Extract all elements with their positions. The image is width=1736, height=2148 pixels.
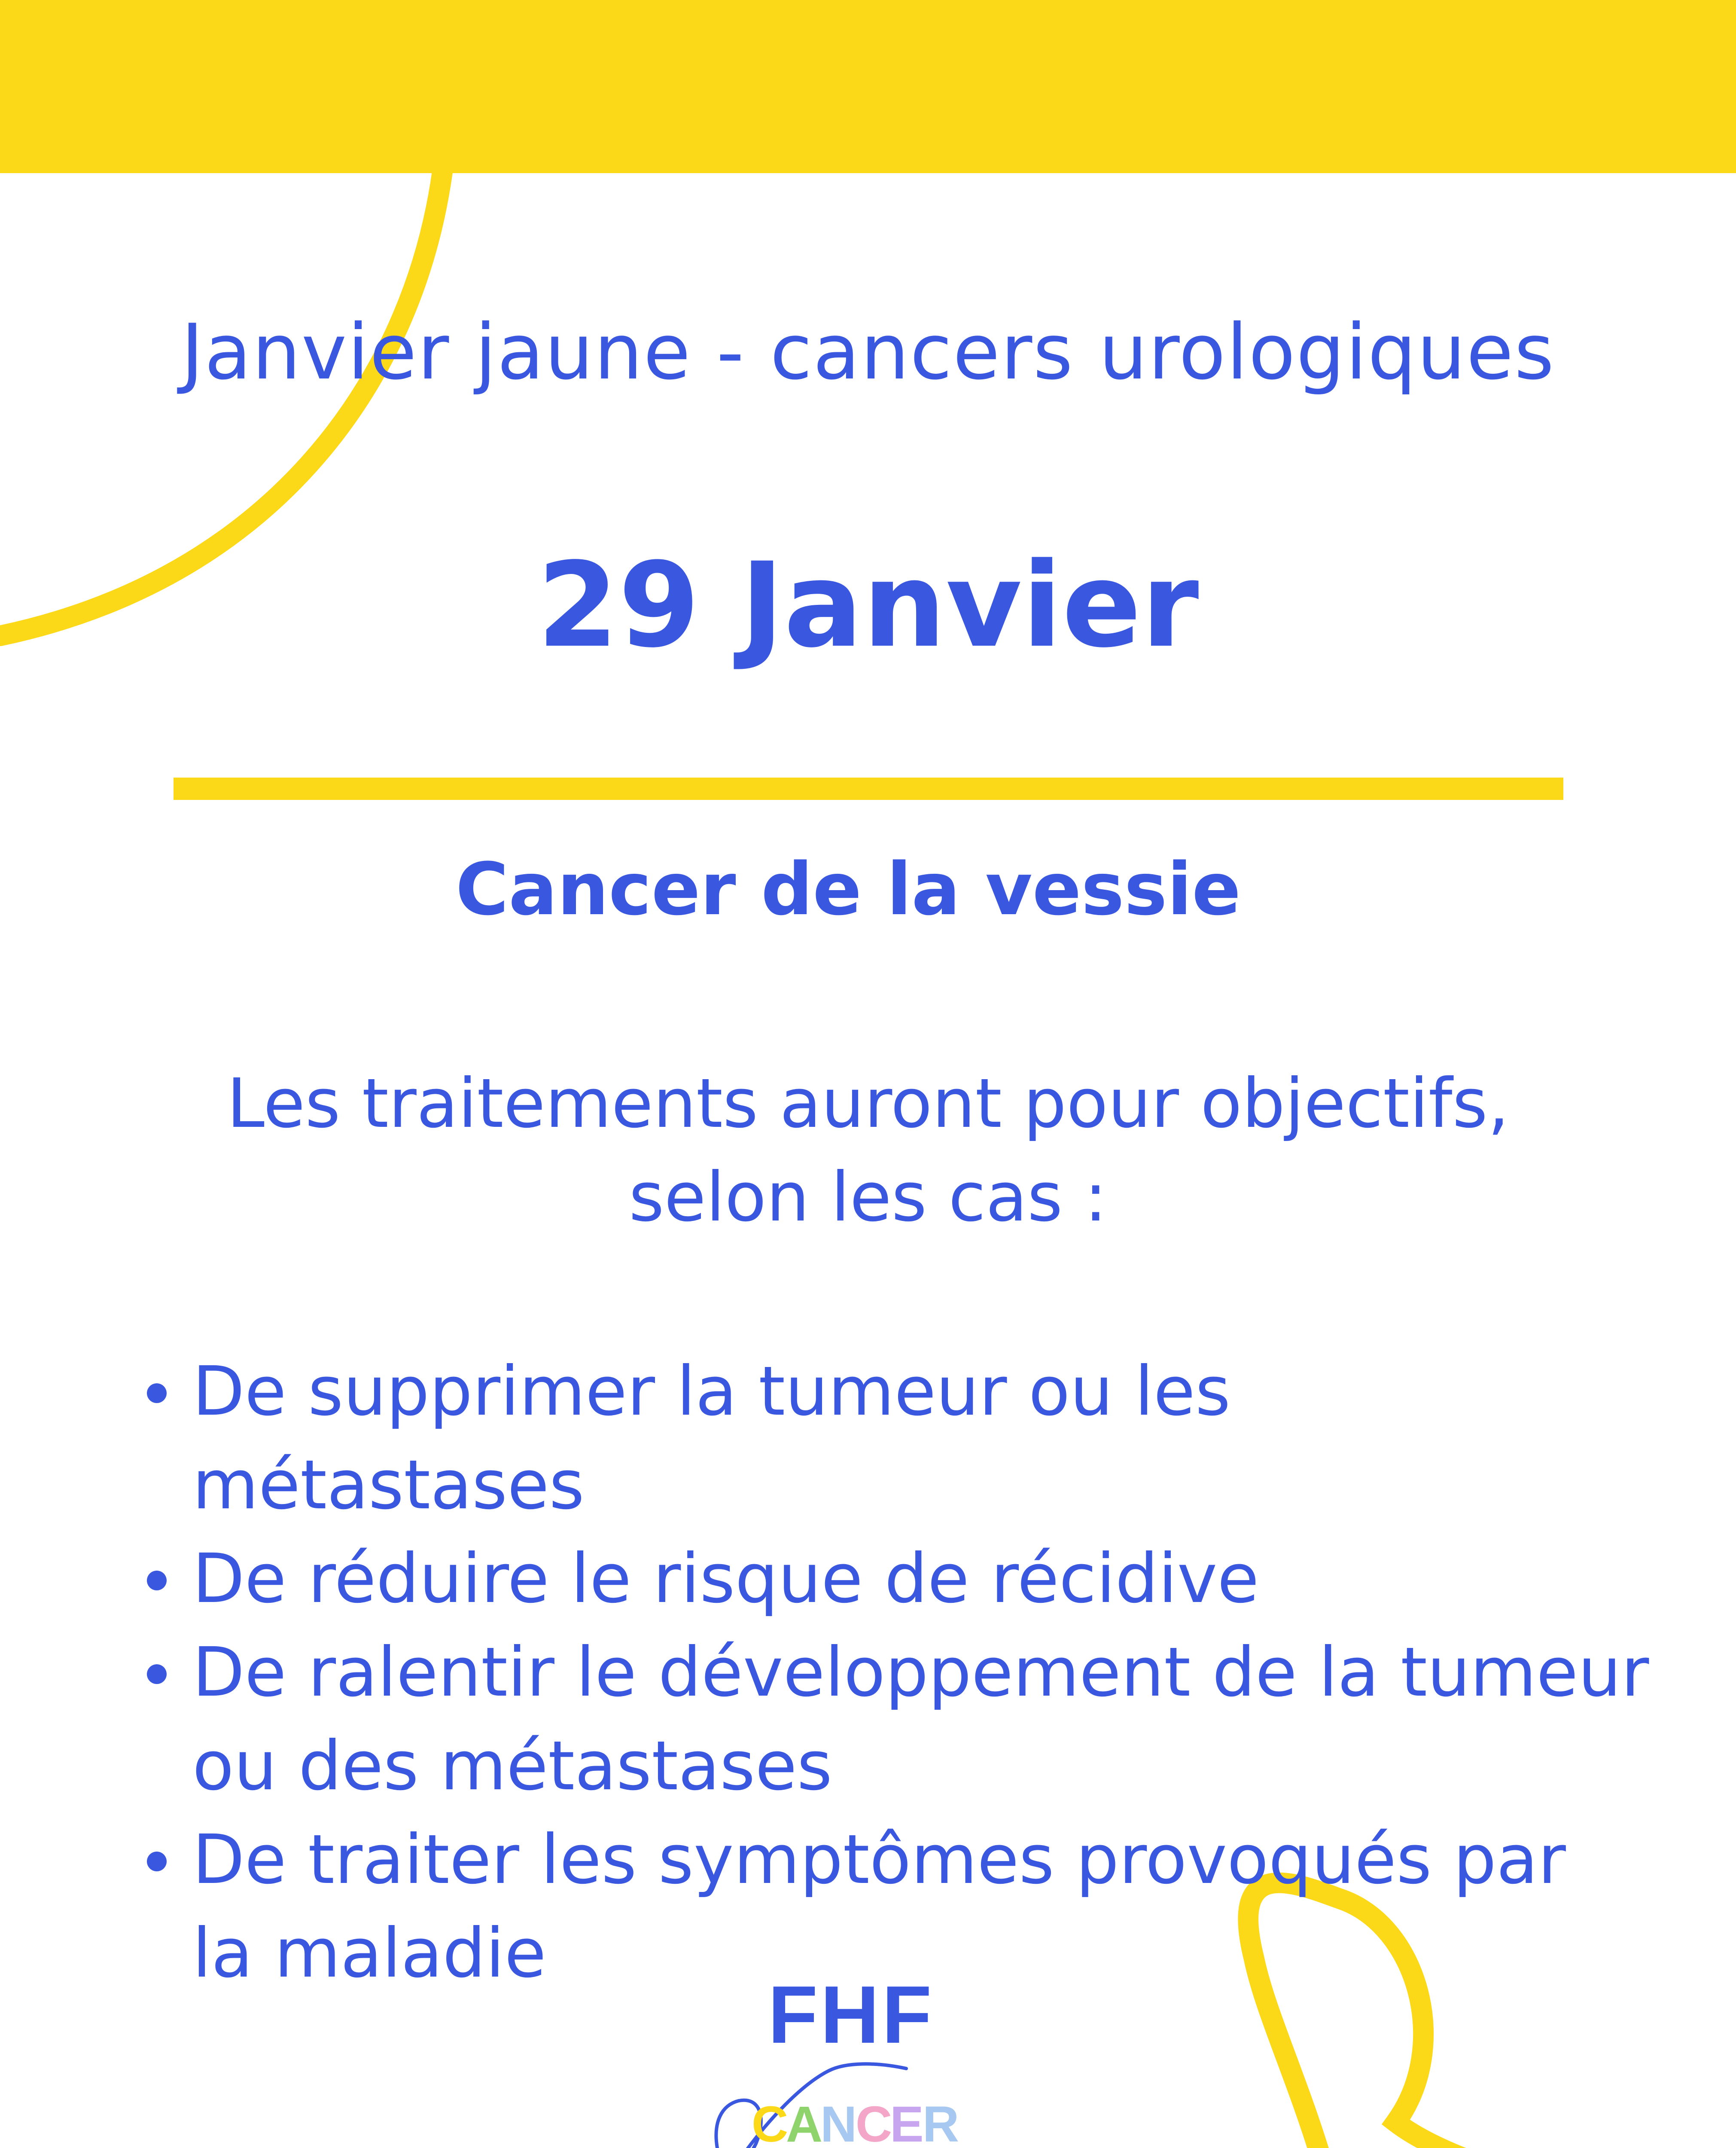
bullet-dot-icon: [147, 1852, 167, 1871]
objective-line: De traiter les symptômes provoqués par: [192, 1820, 1566, 1899]
objective-item: [137, 1626, 1666, 1813]
logo-letter: C: [752, 2096, 789, 2148]
intro-text: [0, 1057, 1736, 1244]
objective-line: De réduire le risque de récidive: [192, 1539, 1259, 1618]
objective-item: [137, 1532, 1666, 1626]
objective-item: [137, 1813, 1666, 2000]
logo-letter: E: [890, 2096, 924, 2148]
topic-title: Cancer de la vessie: [455, 847, 1241, 931]
objective-line: De ralentir le développement de la tumeur: [192, 1633, 1649, 1712]
bullet-dot-icon: [147, 1571, 167, 1590]
logo-letter: R: [923, 2096, 959, 2148]
objective-line: la maladie: [192, 1914, 546, 1993]
campaign-subtitle: Janvier jaune - cancers urologiques: [181, 308, 1555, 397]
logo-letter: A: [786, 2096, 821, 2148]
objectives-list: [137, 1345, 1666, 2000]
logo-brand-top: FHF: [768, 1976, 935, 2060]
objective-item: [137, 1345, 1666, 1532]
bullet-dot-icon: [147, 1383, 167, 1403]
fhf-cancer-logo: [691, 1976, 1018, 2148]
bullet-dot-icon: [147, 1664, 167, 1684]
logo-letter: N: [820, 2096, 857, 2148]
intro-line-2: selon les cas :: [629, 1158, 1107, 1237]
logo-brand-bottom: [752, 2096, 959, 2148]
objective-line: De supprimer la tumeur ou les: [192, 1352, 1231, 1431]
yellow-divider: [174, 778, 1563, 800]
logo-letter: C: [856, 2096, 892, 2148]
objective-line: ou des métastases: [192, 1727, 832, 1806]
event-date: 29 Janvier: [537, 538, 1199, 674]
objective-line: métastases: [192, 1446, 585, 1525]
intro-line-1: Les traitements auront pour objectifs,: [226, 1064, 1510, 1143]
